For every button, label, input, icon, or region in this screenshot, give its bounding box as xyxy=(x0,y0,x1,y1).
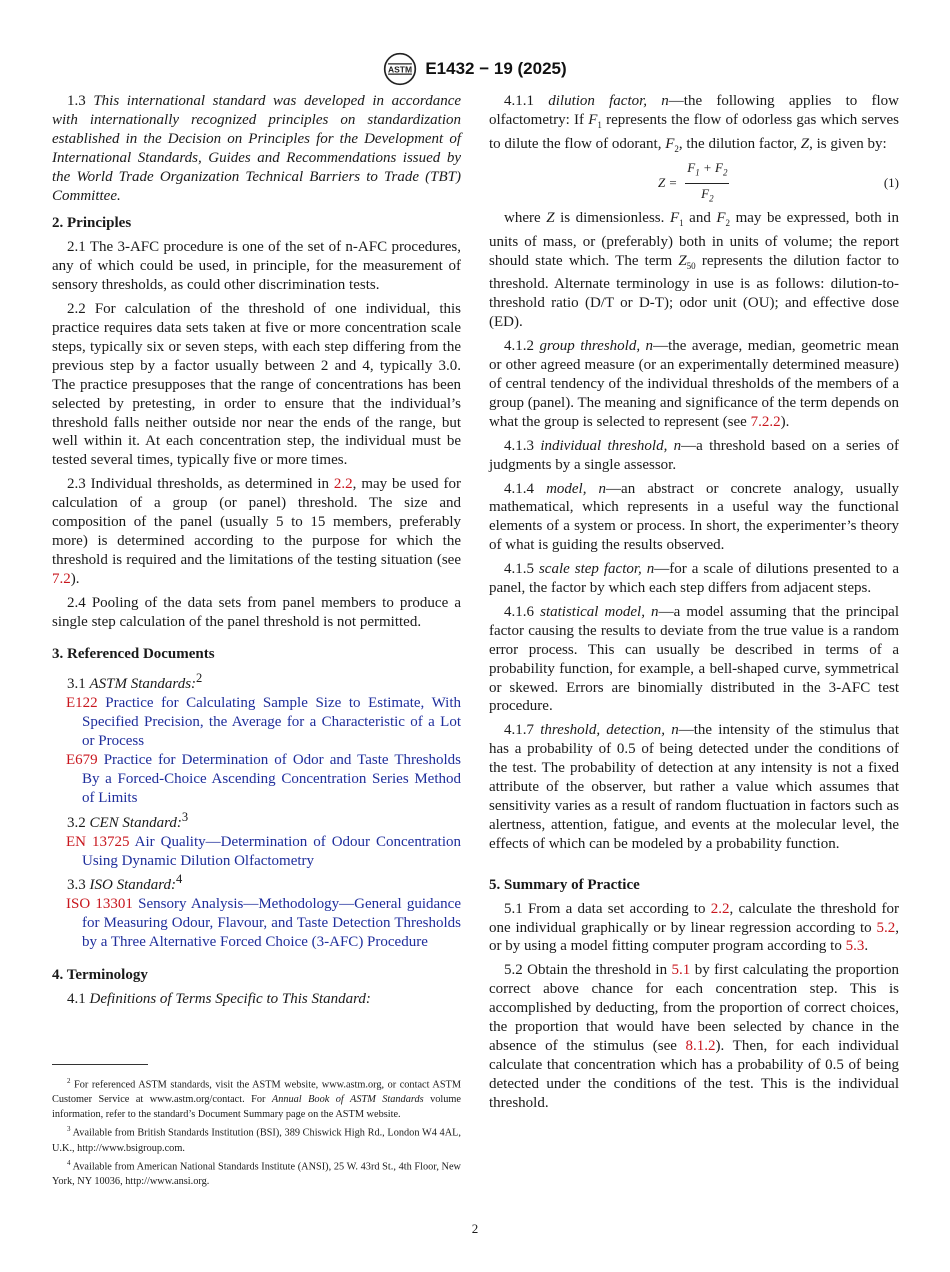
xref-2-2[interactable]: 2.2 xyxy=(710,900,730,917)
section-2-1: 2.1 The 3-AFC procedure is one of the set of n-AFC procedures, any of which could be used, in principle, for the measurement of sensory thresholds, as could other discrimination tests. xyxy=(52,239,461,294)
heading-terminology: 4. Terminology xyxy=(52,967,148,984)
dilution-factor-where: where Z is dimensionless. $F_1$ and $F_2$ may be expressed, both in units of mass, or (preferably) both in units of volume; the report should state which. The term $Z_{50}$ represents the dilution factor to threshold. Alternate terminology in use is as follows: dilution-to-threshold ratio (D/T or D-T); odor unit (OU); and effective dose (ED). xyxy=(489,209,899,331)
section-1-3: 1.3 This international standard was developed in accordance with internationally recognized principles on standardization established in the Decision on Principles for the Development of International Standards, Guides and Recommendations issued by the World Trade Organization Technical Barriers to Trade (TBT) Committee. xyxy=(52,93,462,204)
definition-scale-step-factor: 4.1.5 scale step factor, n—for a scale of dilutions presented to a panel, the factor by which each step differs from adjacent steps. xyxy=(489,561,899,597)
footnotes xyxy=(52,1074,461,1189)
xref-5-1[interactable]: 5.1 xyxy=(671,962,691,979)
definition-individual-threshold: 4.1.3 individual threshold, n—a threshold based on a series of judgments by a single assessor. xyxy=(489,437,899,473)
xref-7-2-2[interactable]: 7.2.2 xyxy=(750,413,781,430)
footnote-3: $^3$ Available from British Standards Institution (BSI), 389 Chiswick High Rd., London W4 4AL, U.K., http://www.bsigroup.com. xyxy=(52,1125,461,1154)
astm-logo-icon xyxy=(383,52,417,86)
heading-referenced-documents: 3. Referenced Documents xyxy=(52,646,215,663)
page-number: 2 xyxy=(471,1221,479,1236)
footnote-2: $^2$ For referenced ASTM standards, visit the ASTM website, www.astm.org, or contact ASTM Customer Service at www.astm.org/contact. For Annual Book of ASTM Standards volume information, refer to the standard’s Document Summary page on the ASTM website. xyxy=(52,1077,461,1121)
left-column xyxy=(52,92,461,1014)
footnote-rule xyxy=(52,1064,148,1065)
right-column xyxy=(489,92,899,1118)
xref-2-2[interactable]: 2.2 xyxy=(333,476,353,493)
section-3-1: 3.1 ASTM Standards:$^2$ xyxy=(67,671,203,693)
heading-principles: 2. Principles xyxy=(52,215,132,232)
definition-group-threshold: 4.1.2 group threshold, n—the average, median, geometric mean or other agreed measure (or an experimentally determined measure) of central tendency of the individual thresholds of the members of a group (panel). The meaning and significance of the term depends on what the group is selected to represent (see 7.2.2). xyxy=(489,338,900,430)
page-header xyxy=(0,52,950,86)
section-3-3: 3.3 ISO Standard:$^4$ xyxy=(67,872,183,894)
xref-5-2[interactable]: 5.2 xyxy=(876,919,896,936)
svg-text:ASTM: ASTM xyxy=(388,64,413,75)
section-4-1: 4.1 Definitions of Terms Specific to This Standard: xyxy=(67,990,371,1007)
xref-7-2[interactable]: 7.2 xyxy=(52,570,71,587)
section-2-4: 2.4 Pooling of the data sets from panel members to produce a single step calculation of the panel threshold is not permitted. xyxy=(52,594,461,630)
footnote-4: $^4$ Available from American National Standards Institute (ANSI), 25 W. 43rd St., 4th Floor, New York, NY 10036, http://www.ansi.org. xyxy=(52,1158,461,1188)
heading-summary-of-practice: 5. Summary of Practice xyxy=(489,876,640,893)
reference-en13725[interactable]: EN 13725 Air Quality—Determination of Odour Concentration Using Dynamic Dilution Olfactometry xyxy=(66,833,461,869)
definition-statistical-model: 4.1.6 statistical model, n—a model assuming that the principal factor causing the results to deviate from the true value is a random error process. This can usually be described in terms of a probability function, for example, a bell-shaped curve, symmetrical or skewed. Errors are binomially distributed in the 3-AFC test procedure. xyxy=(489,603,900,715)
definition-dilution-factor: 4.1.1 dilution factor, n—the following applies to flow olfactometry: If $F_1$ represents the flow of odorless gas which serves to dilute the flow of odorant, $F_2$, the dilution factor, Z, is given by: xyxy=(489,93,899,154)
xref-5-3[interactable]: 5.3 xyxy=(845,938,865,955)
equation-number: (1) xyxy=(883,175,899,191)
reference-e122[interactable]: E122 Practice for Calculating Sample Size to Estimate, With Specified Precision, the Average for a Characteristic of a Lot or Process xyxy=(66,695,461,750)
section-2-2: 2.2 For calculation of the threshold of one individual, this practice requires data sets taken at five or more concentration scale steps, typically six or seven steps, with each step differing from the previous step by a factor usually between 2 and 4, typically 3.0. The practice presupposes that the range of concentrations has been selected by pretesting, in order to ensure that the individual’s threshold falls neither outside nor near the ends of the range, but well within it. At each concentration step, the individual must be tested several times, typically five or more times. xyxy=(52,301,461,469)
document-id: E1432 − 19 (2025) xyxy=(425,59,567,78)
definition-threshold-detection: 4.1.7 threshold, detection, n—the intensity of the stimulus that has a probability of 0.5 of being detected under the conditions of the test. The probability of detection at any intensity is not a fixed attribute of the observer, but rather a value which assumes that sensitivity varies as a result of random fluctuation in factors such as alertness, attention, fatigue, and events at the molecular level, the effects of which can be modeled by a probability function. xyxy=(489,722,899,852)
section-2-3: 2.3 Individual thresholds, as determined in 2.2, may be used for calculation of a group (or panel) threshold. The size and composition of the panel (usually 5 to 15 members, preferably more) is determined according to the purpose for which the threshold is required and the limitations of the testing situation (see 7.2). xyxy=(52,476,462,587)
section-5-1: 5.1 From a data set according to 2.2, calculate the threshold for one individual graphically or by linear regression according to 5.2, or by using a model fitting computer program according to 5.3. xyxy=(489,900,899,955)
reference-e679[interactable]: E679 Practice for Determination of Odor and Taste Thresholds By a Forced-Choice Ascending Concentration Series Method of Limits xyxy=(66,752,461,806)
section-3-2: 3.2 CEN Standard:$^3$ xyxy=(67,809,189,831)
section-5-2: 5.2 Obtain the threshold in 5.1 by first calculating the proportion correct above chance for each concentration step. This is accomplished by deducting, from the proportion of correct choices, the proportion that would have been selected by chance in the absence of the stimulus (see 8.1.2). Then, for each individual calculate that concentration which has a probability of 0.5 of being detected under the conditions of the test. This is the individual threshold. xyxy=(489,962,899,1111)
xref-8-1-2[interactable]: 8.1.2 xyxy=(685,1037,716,1054)
equation-1: Z = $\frac{F_1 + F_2}{F_2}$ (1) xyxy=(658,159,899,204)
definition-model: 4.1.4 model, n—an abstract or concrete analogy, usually mathematical, which represents in a useful way the functional elements of a system or process. In short, the experimenter’s theory of what is guiding the results observed. xyxy=(489,480,899,554)
reference-iso13301[interactable]: ISO 13301 Sensory Analysis—Methodology—General guidance for Measuring Odour, Flavour, and Taste Detection Thresholds by a Three Alternative Forced Choice (3-AFC) Procedure xyxy=(66,896,461,951)
